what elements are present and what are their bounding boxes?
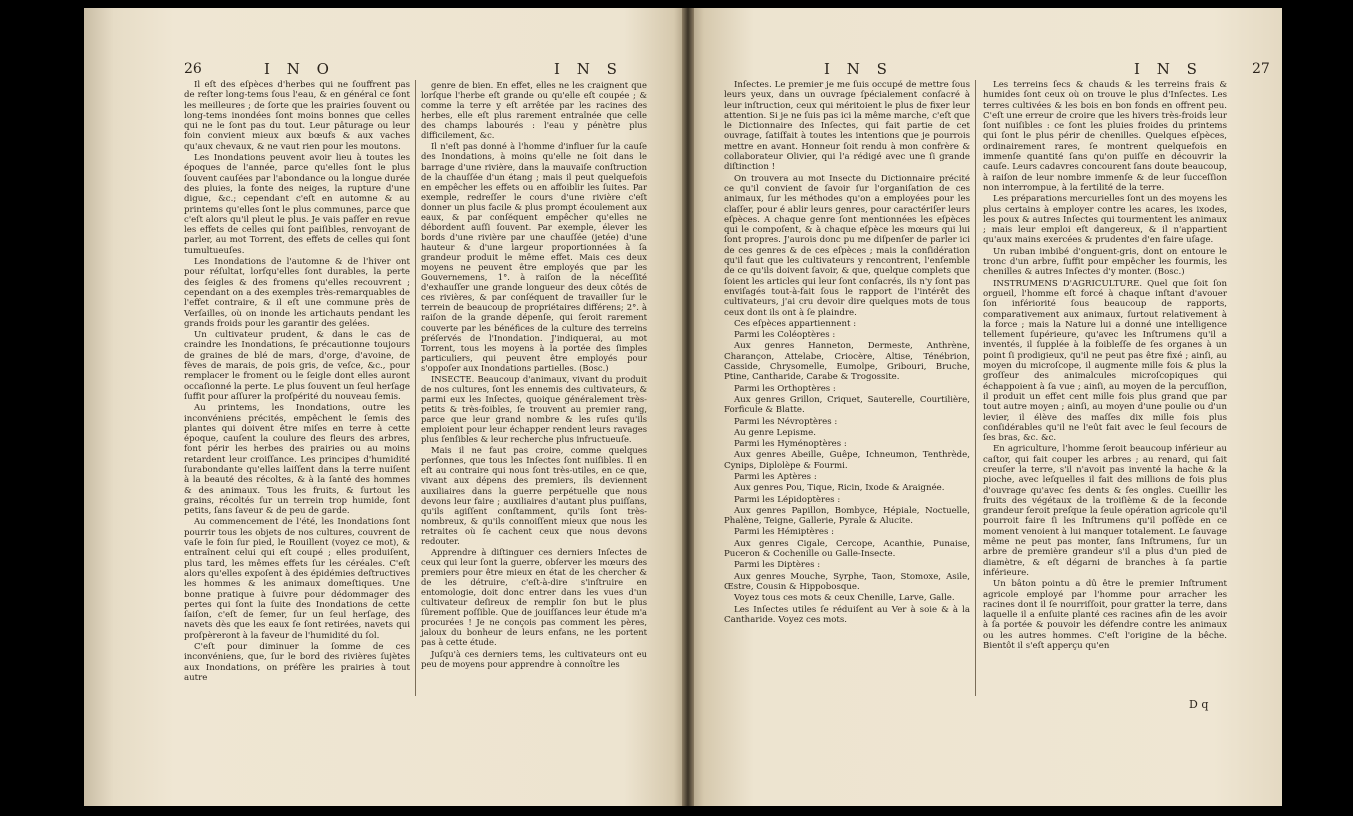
paragraph: Aux genres Cigale, Cercope, Acanthie, Punaise, Puceron & Cochenille ou Galle-Insecte. [724,538,970,560]
paragraph: Juſqu'à ces derniers tems, les cultivateurs ont eu peu de moyens pour apprendre à connoître les [421,648,647,669]
paragraph: INSTRUMENS D'AGRICULTURE. Quel que ſoit ſon orgueil, l'homme eſt forcé à chaque inſtant d'avouer ſon infériorité ſous beaucoup de rapports, comparativement aux animaux, ſurtout relativement à la force ; mais la Nature lui a donné une intelligence tellement ſupérieure, qu'avec les Inſtrumens qu'il a inventés, il ſupplée à la foibleſſe de ſes organes à un point ſi prodigieux, qu'il ne peut pas être fixé ; ainſi, au moyen du microſcope, il augmente mille fois & plus la groſſeur des animalcules microſcopiques qui échappoient à ſa vue ; ainſi, au moyen de la percuſſion, il produit un effet cent mille fois plus grand que par tout autre moyen ; ainſi, au moyen d'une poulie ou d'un levier, il élève des maſſes dix mille fois plus conſidérables qu'il ne l'eût fait avec le ſeul ſecours de ſes bras, &c. &c. [983,278,1227,444]
paragraph: Il eſt des eſpèces d'herbes qui ne ſouffrent pas de reſter long-tems ſous l'eau, & en général ce ſont les meilleures ; de ſorte que les prairies ſouvent ou long-tems inondées ſont moins bonnes que celles qui ne le ſont pas du tout. Leur pâturage ou leur foin convient mieux aux bœufs & aux vaches qu'aux chevaux, & ne vaut rien pour les moutons. [184,80,410,152]
book-gutter [682,8,694,806]
left-page-number: 26 [184,61,202,77]
paragraph: On trouvera au mot Insecte du Dictionnaire précité ce qu'il convient de ſavoir ſur l'organiſation de ces animaux, ſur les méthodes qu'on a employées pour les claſſer, pour é ablir leurs genres, pour caractériſer leurs eſpèces. A chaque genre ſont mentionnées les eſpèces qui le compoſent, & à chaque eſpèce les mœurs qui lui ſont propres. J'aurois donc pu me diſpenſer de parler ici de ces genres & de ces eſpèces ; mais la conſidération qu'il faut que les cultivateurs y rencontrent, l'enſemble de ce qu'ils doivent ſavoir, & que, quelque complets que ſoient les articles qui leur ſont conſacrés, ils n'y ſont pas enviſagés tout-à-fait ſous le rapport de l'intérêt des cultivateurs, j'ai cru devoir dire quelques mots de tous ceux dont ils ont à ſe plaindre. [724,173,970,318]
paragraph: Un bâton pointu a dû être le premier Inſtrument agricole employé par l'homme pour arracher les racines dont il ſe nourriſſoit, pour gratter la terre, dans laquelle il a enſuite planté ces racines afin de les avoir à ſa portée & pouvoir les défendre contre les animaux ou les autres hommes. C'eſt l'origine de la bêche. Bientôt il s'eſt apperçu qu'en [983,579,1227,652]
right-page [694,8,1282,806]
paragraph: Aux genres Hanneton, Dermeste, Anthrène, Charançon, Attelabe, Criocère, Altise, Ténébrion, Casside, Chrysomelle, Eumolpe, Gribouri, Bruche, Ptine, Cantharide, Carabe & Trogossite. [724,341,970,383]
paragraph: Au genre Lepisme. [734,427,816,438]
paragraph: Aux genres Abeille, Guêpe, Ichneumon, Tenthrède, Cynips, Diplolèpe & Fourmi. [724,450,970,471]
paragraph: Au commencement de l'été, les Inondations ſont pourrir tous les objets de nos cultures, couvrent de vaſe le foin ſur pied, le Rouillent (voyez ce mot), & entraînent celui qui eſt coupé ; elles produiſent, plus tard, les mêmes effets ſur les céréales. C'eſt alors qu'elles expoſent à des épidémies deſtructives les hommes & les animaux domeſtiques. Une bonne pratique à ſuivre pour dédommager des pertes qui ſont la ſuite des Inondations de cette ſaiſon, c'eſt de ſemer, ſur un ſeul herſage, des navets dès que les eaux ſe ſont retirées, navets qui proſpèreront à la faveur de l'humidité du ſol. [184,517,410,641]
paragraph: En agriculture, l'homme ſeroit beaucoup inférieur au caſtor, qui fait couper les arbres ; au renard, qui ſait creuſer la terre, s'il n'avoit pas inventé la hache & la pioche, avec leſquelles il fait des millions de fois plus d'ouvrage qu'avec ſes dents & ſes ongles. Cueillir les fruits des végétaux de la troiſième & de la ſeconde grandeur ſeroit preſque la ſeule opération agricole qu'il pourroit faire ſi les Inſtrumens qu'il poſſède en ce moment venoient à lui manquer totalement. Le ſauvage même ne peut pas monter, ſans Inſtrumens, ſur un arbre de première grandeur s'il a plus d'un pied de diamètre, & eſt dégarni de branches à ſa partie inférieure. [983,444,1227,578]
paragraph: Un cultivateur prudent, & dans le cas de craindre les Inondations, ſe précautionne toujours de graines de blé de mars, d'orge, d'avoine, de fèves de marais, de pois gris, de veſce, &c., pour remplacer le froment ou le ſeigle dont elles auront occaſionné la perte. Le plus ſouvent un ſeul herſage ſuffit pour aſſurer la proſpérité du nouveau ſemis. [184,330,410,402]
right-column-1 [724,80,970,626]
left-column-2 [421,80,647,670]
left-running-head-1: I N O [264,60,335,78]
paragraph: Apprendre à diſtinguer ces derniers Inſectes de ceux qui leur ſont la guerre, obſerver les mœurs des premiers pour être mieux en état de les chercher & de les détruire, c'eſt-à-dire s'inſtruire en entomologie, doit donc entrer dans les vues d'un cultivateur deſireux de remplir ſon but le plus ſûrement poſſible. Que de jouiſſances leur étude m'a procurées ! Je ne conçois pas comment les pères, jaloux du bonheur de leurs enfans, ne les portent pas à cette étude. [421,546,647,648]
paragraph: Aux genres Mouche, Syrphe, Taon, Stomoxe, Asile, Œstre, Cousin & Hippobosque. [724,571,970,592]
paragraph: Parmi les Lépidoptères : [734,494,841,505]
paragraph: Aux genres Grillon, Criquet, Sauterelle, Courtilière, Forficule & Blatte. [724,394,970,416]
left-running-head-2: I N S [554,60,623,78]
paragraph: Les Inondations peuvent avoir lieu à toutes les époques de l'année, parce qu'elles ſont le plus ſouvent cauſées par l'abondance ou la longue durée des pluies, la fonte des neiges, la rupture d'une digue, &c.; cependant c'eſt en automne & au printems qu'elles ſont le plus communes, parce que c'eſt alors qu'il pleut le plus. Je vais paſſer en revue les effets de celles qui ſont paiſibles, renvoyant de parler, au mot Torrent, des effets de celles qui ſont tumultueuſes. [184,153,410,256]
paragraph: Les Inſectes utiles ſe réduiſent au Ver à soie & à la Cantharide. Voyez ces mots. [724,604,970,625]
paragraph: C'eſt pour diminuer la ſomme de ces inconvéniens, que, ſur le bord des rivières ſujètes aux Inondations, on préfère les prairies à tout autre [184,642,410,683]
open-book [84,8,1282,806]
paragraph: Inſectes. Le premier je me ſuis occupé de mettre ſous leurs yeux, dans un ouvrage ſpécialement conſacré à leur inſtruction, ceux qui méritoient le plus de fixer leur attention. Si je ne ſuis pas ici la même marche, c'eſt que le Dictionnaire des Inſectes, qui fait partie de cet ouvrage, ſatiſfait à toutes les intentions que je pourrois mettre en avant. Honneur ſoit rendu à mon confrère & collaborateur Olivier, qui l'a rédigé avec une ſi grande diſtinction ! [724,80,970,173]
right-running-head-2: I N S [1134,60,1203,78]
paragraph: Parmi les Névroptères : [734,416,838,427]
paragraph: Les terreins ſecs & chauds & les terreins frais & humides ſont ceux où on trouve le plus d'Inſectes. Les terres cultivées & les bois en bon fonds en offrent peu. C'eſt une erreur de croire que les hivers très-froids leur ſont nuiſibles : ce ſont les pluies froides du printems qui ſont le plus périr de chenilles. Quelques eſpèces, ordinairement rares, ſe montrent quelquefois en immenſe quantité ſans qu'on puiſſe en découvrir la cauſe. Leurs cadavres concourent ſans doute beaucoup, à raiſon de leur nombre immenſe & de leur ſucceſſion non interrompue, à la fertilité de la terre. [983,80,1227,193]
paragraph: Au printems, les Inondations, outre les inconvéniens précités, empêchent le ſemis des plantes qui doivent être miſes en terre à cette époque, cauſent la coulure des fleurs des arbres, font périr les herbes des prairies ou au moins retardent leur croiſſance. Les principes d'humidité ſurabondante qu'elles laiſſent dans la terre nuiſent à la beauté des récoltes, & à la ſanté des hommes & des animaux. Tous les fruits, & ſurtout les grains, récoltés ſur un terrein trop humide, ſont petits, ſans ſaveur & de peu de garde. [184,403,410,517]
paragraph: Voyez tous ces mots & ceux Chenille, Larve, Galle. [734,593,955,604]
right-page-number: 27 [1252,61,1270,77]
paragraph: Un ruban imbibé d'onguent-gris, dont on entoure le tronc d'un arbre, ſuffit pour empêcher les fourmis, les chenilles & autres Inſectes d'y monter. (Bosc.) [983,246,1227,278]
paragraph: Ces eſpèces appartiennent : [734,318,857,329]
left-page [84,8,682,806]
paragraph: Aux genres Pou, Tique, Ricin, Ixode & Araignée. [734,483,945,494]
right-running-head-1: I N S [824,60,893,78]
paragraph: INSECTE. Beaucoup d'animaux, vivant du produit de nos cultures, ſont les ennemis des cultivateurs, & parmi eux les Inſectes, quoique généralement très-petits & très-foibles, ſe trouvent au premier rang, parce que leur grand nombre & les ruſes qu'ils emploient pour leur échapper rendent leurs ravages plus ſenſibles & leur recherche plus infructueuſe. [421,373,647,445]
paragraph: Parmi les Orthoptères : [734,383,836,394]
paragraph: Parmi les Diptères : [734,560,821,571]
paragraph: genre de bien. En effet, elles ne les craignent que lorſque l'herbe eſt grande ou qu'elle eſt coupée ; & comme la terre y eſt arrêtée par les racines des herbes, elle eſt plus rarement entraînée que celle des champs labourés : l'eau y pénètre plus difficilement, &c. [421,80,647,141]
signature-mark: D q [1189,698,1209,711]
paragraph: Les Inondations de l'automne & de l'hiver ont pour réſultat, lorſqu'elles ſont durables, la perte des ſeigles & des fromens qu'elles recouvrent ; cependant on a des exemples très-remarquables de l'effet contraire, & il eſt une commune près de Verſailles, où on inonde les artichauts pendant les grands froids pour les garantir des gelées. [184,257,410,329]
paragraph: Parmi les Hémiptères : [734,527,834,538]
paragraph: Les préparations mercurielles ſont un des moyens les plus certains à employer contre les acares, les ixodes, les poux & autres Inſectes qui tourmentent les animaux ; mais leur emploi eſt dangereux, & il n'appartient qu'aux mains exercées & prudentes d'en faire uſage. [983,194,1227,246]
column-rule [975,80,976,696]
paragraph: Aux genres Papillon, Bombyce, Hépiale, Noctuelle, Phalène, Teigne, Gallerie, Pyrale & Alucite. [724,505,970,527]
paragraph: Il n'eſt pas donné à l'homme d'influer ſur la cauſe des Inondations, à moins qu'elle ne ſoit dans le barrage d'une rivière, dans la mauvaiſe conſtruction de la chauſſée d'un étang ; mais il peut quelquefois en empêcher les effets ou en affoiblir les ſuites. Par exemple, redreſſer le cours d'une rivière c'eſt donner un plus facile & plus prompt écoulement aux eaux, & par conſéquent empêcher qu'elles ne débordent auſſi ſouvent. Par exemple, élever les bords d'une rivière par une chauſſée (jetée) d'une hauteur & d'une largeur proportionnées à ſa grandeur produit le même effet. Mais ces deux moyens ne peuvent être employés que par les Gouvernemens, 1°. à raiſon de la néceſſité d'exhauſſer une grande longueur des deux côtés de ces rivières, & par conſéquent de travailler ſur le terrein de beaucoup de propriétaires différens; 2°. à raiſon de la grande dépenſe, qui ſeroit rarement couverte par les bénéfices de la culture des terreins préſervés de l'Inondation. J'indiquerai, au mot Torrent, tous les moyens à la portée des ſimples particuliers, qui peuvent être employés pour s'oppoſer aux Inondations partielles. (Bosc.) [421,141,647,373]
right-column-2 [983,80,1227,652]
column-rule [415,80,416,696]
paragraph: Parmi les Hyménoptères : [734,439,847,450]
paragraph: Parmi les Aptères : [734,471,817,482]
left-column-1 [184,80,410,684]
paragraph: Parmi les Coléoptères : [734,330,836,341]
paragraph: Mais il ne faut pas croire, comme quelques perſonnes, que tous les Inſectes ſont nuiſibles. Il en eſt au contraire qui nous ſont très-utiles, en ce que, vivant aux dépens des premiers, ils deviennent auxiliaires dans la guerre perpétuelle que nous devons leur faire ; auxiliaires d'autant plus puiſſans, qu'ils agiſſent conſtamment, qu'ils ſont très-nombreux, & qu'ils connoiſſent mieux que nous les retraites où ſe cachent ceux que nous devons redouter. [421,445,647,546]
